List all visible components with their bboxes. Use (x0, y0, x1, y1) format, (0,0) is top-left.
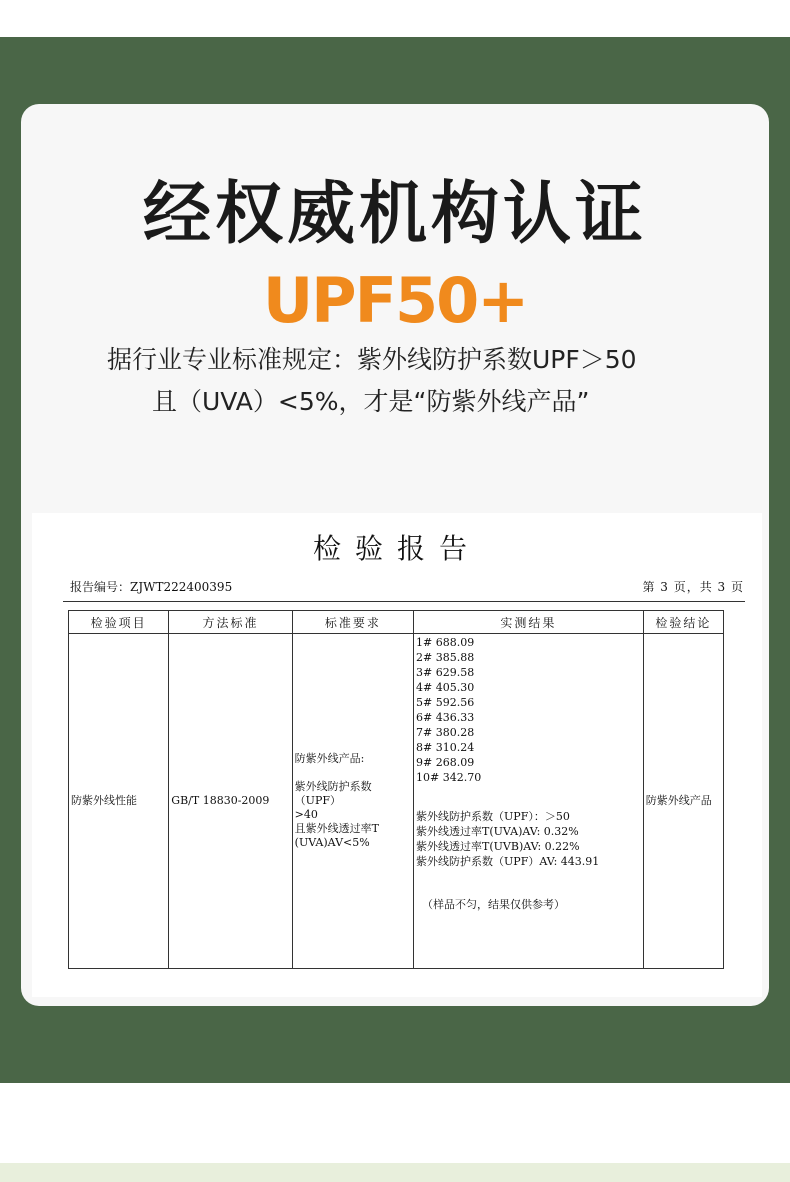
description-line-1: 据行业专业标准规定：紫外线防护系数UPF＞50 (107, 345, 637, 374)
requirement-cell (292, 634, 413, 969)
method-standard-cell: GB/T 18830-2009 (169, 634, 292, 969)
requirement-line: >40 (294, 808, 318, 821)
requirement-line: 且紫外线透过率T (294, 822, 380, 835)
requirement-line: （UPF） (294, 794, 341, 807)
result-item: 9# 268.09 (416, 756, 475, 769)
report-title: 检验报告 (312, 532, 481, 565)
column-header: 实测结果 (414, 611, 644, 634)
result-item: 4# 405.30 (416, 681, 475, 694)
certification-card (21, 104, 769, 1006)
conclusion-cell: 防紫外线产品 (643, 634, 723, 969)
summary-line: 紫外线防护系数（UPF）：＞50 (416, 810, 570, 823)
bottom-strip (0, 1163, 790, 1182)
summary-line: 紫外线透过率T(UVA)AV: 0.32% (416, 825, 579, 838)
result-item: 2# 385.88 (416, 651, 475, 664)
headline: 经权威机构认证 (142, 175, 647, 254)
divider (63, 601, 745, 602)
report-number: 报告编号：ZJWT222400395 (70, 580, 233, 594)
requirement-line: 防紫外线产品: (294, 752, 365, 765)
report-table (68, 610, 724, 969)
result-item: 10# 342.70 (416, 771, 482, 784)
column-header: 检验项目 (69, 611, 169, 634)
result-item: 6# 436.33 (416, 711, 475, 724)
note: （样品不匀，结果仅供参考） (422, 898, 566, 911)
column-header: 标准要求 (292, 611, 413, 634)
table-row (69, 634, 724, 969)
requirement-line: (UVA)AV<5% (294, 836, 370, 849)
result-item: 7# 380.28 (416, 726, 475, 739)
result-item: 5# 592.56 (416, 696, 475, 709)
result-item: 8# 310.24 (416, 741, 475, 754)
table-header-row (69, 611, 724, 634)
measured-results-cell (414, 634, 644, 969)
inspection-report (32, 513, 762, 997)
test-item-cell: 防紫外线性能 (69, 634, 169, 969)
upf-badge: UPF50+ (262, 264, 528, 337)
requirement-line: 紫外线防护系数 (294, 780, 372, 793)
page-number: 第 3 页，共 3 页 (642, 580, 744, 594)
result-item: 1# 688.09 (416, 636, 475, 649)
column-header: 方法标准 (169, 611, 292, 634)
summary-line: 紫外线防护系数（UPF）AV: 443.91 (416, 855, 600, 868)
summary-line: 紫外线透过率T(UVB)AV: 0.22% (416, 840, 580, 853)
column-header: 检验结论 (643, 611, 723, 634)
description-line-2: 且（UVA）<5%，才是“防紫外线产品” (152, 387, 590, 416)
result-item: 3# 629.58 (416, 666, 475, 679)
